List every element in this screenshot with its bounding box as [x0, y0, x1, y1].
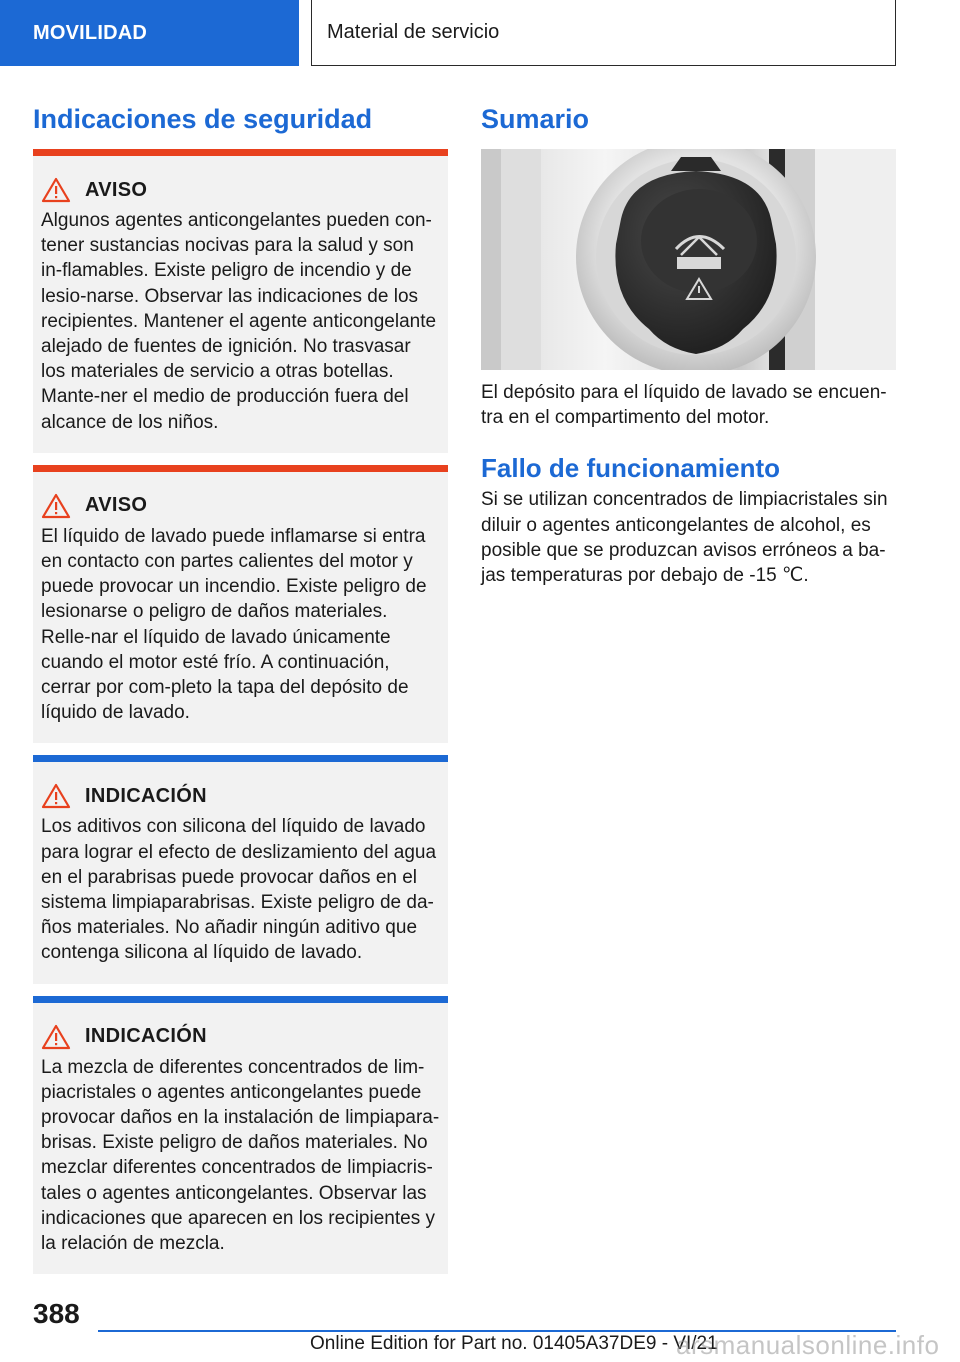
malfunction-title: Fallo de funcionamiento [481, 453, 781, 484]
left-column [33, 100, 448, 1274]
warning-triangle-icon [41, 493, 71, 519]
box-text: El líquido de lavado puede inflamarse si entra en contacto con partes calientes del motor y puede provocar un incendio. Existe peligro de lesionarse o peligro de daños materiales. Relle-nar el líquido de lavado únicamente cuando el motor esté frío. A continuación, cerrar por com-pleto la tapa del depósito de líquido de lavado. [41, 525, 427, 724]
page-number: 388 [33, 1298, 80, 1329]
chapter-label: Material de servicio [327, 21, 500, 43]
warning-triangle-icon [41, 1024, 71, 1050]
washer-cap-illustration [481, 149, 896, 370]
box-header [41, 1023, 440, 1051]
box-label: INDICACIÓN [85, 1025, 207, 1048]
notice-box-1 [33, 755, 448, 983]
warning-box-2 [33, 465, 448, 744]
box-header [41, 176, 440, 204]
watermark: arsmanualsonline.info [676, 1330, 940, 1360]
warning-triangle-icon [41, 783, 71, 809]
box-label: AVISO [85, 178, 148, 201]
section-label: MOVILIDAD [33, 21, 148, 44]
footer-edition: Online Edition for Part no. 01405A37DE9 - VI/21 [310, 1333, 718, 1354]
summary-title: Sumario [481, 104, 590, 134]
section-title: Indicaciones de seguridad [33, 104, 373, 134]
section-tab [0, 0, 299, 66]
box-label: INDICACIÓN [85, 784, 207, 807]
box-text: Algunos agentes anticongelantes pueden con-tener sustancias nocivas para la salud y son in-flamables. Existe peligro de incendio y de lesio-narse. Observar las indicaciones de los recipientes. Mantener el agente anticongelante alejado de fuentes de ignición. No trasvasar los materiales de servicio a otras botellas. Mante-ner el medio de producción fuera del alcance de los niños. [41, 210, 437, 433]
chapter-header [311, 0, 896, 66]
box-text: La mezcla de diferentes concentrados de lim-piacristales o agentes anticongelantes puede provocar daños en la instalación de limpiapara-brisas. Existe peligro de daños materiales. No mezclar diferentes concentrados de limpiacris-tales o agentes anticongelantes. Observar las indicaciones que aparecen en los recipientes y la relación de mezcla. [41, 1056, 440, 1255]
warning-box-1 [33, 149, 448, 453]
box-label: AVISO [85, 494, 148, 517]
notice-box-2 [33, 996, 448, 1275]
washer-reservoir-photo [481, 149, 896, 370]
box-header [41, 492, 440, 520]
box-header [41, 782, 440, 810]
right-column [481, 100, 896, 588]
malfunction-text: Si se utilizan concentrados de limpiacristales sin diluir o agentes anticongelantes de alcohol, es posible que se produzcan avisos erróneos a ba-jas temperaturas por debajo de -15 ℃. [481, 489, 888, 587]
photo-caption: El depósito para el líquido de lavado se encuen-tra en el compartimento del motor. [481, 382, 887, 429]
warning-triangle-icon [41, 177, 71, 203]
box-text: Los aditivos con silicona del líquido de lavado para lograr el efecto de deslizamiento del agua en el parabrisas puede provocar daños en el sistema limpiaparabrisas. Existe peligro de da-ños materiales. No añadir ningún aditivo que contenga silicona al líquido de lavado. [41, 816, 437, 964]
